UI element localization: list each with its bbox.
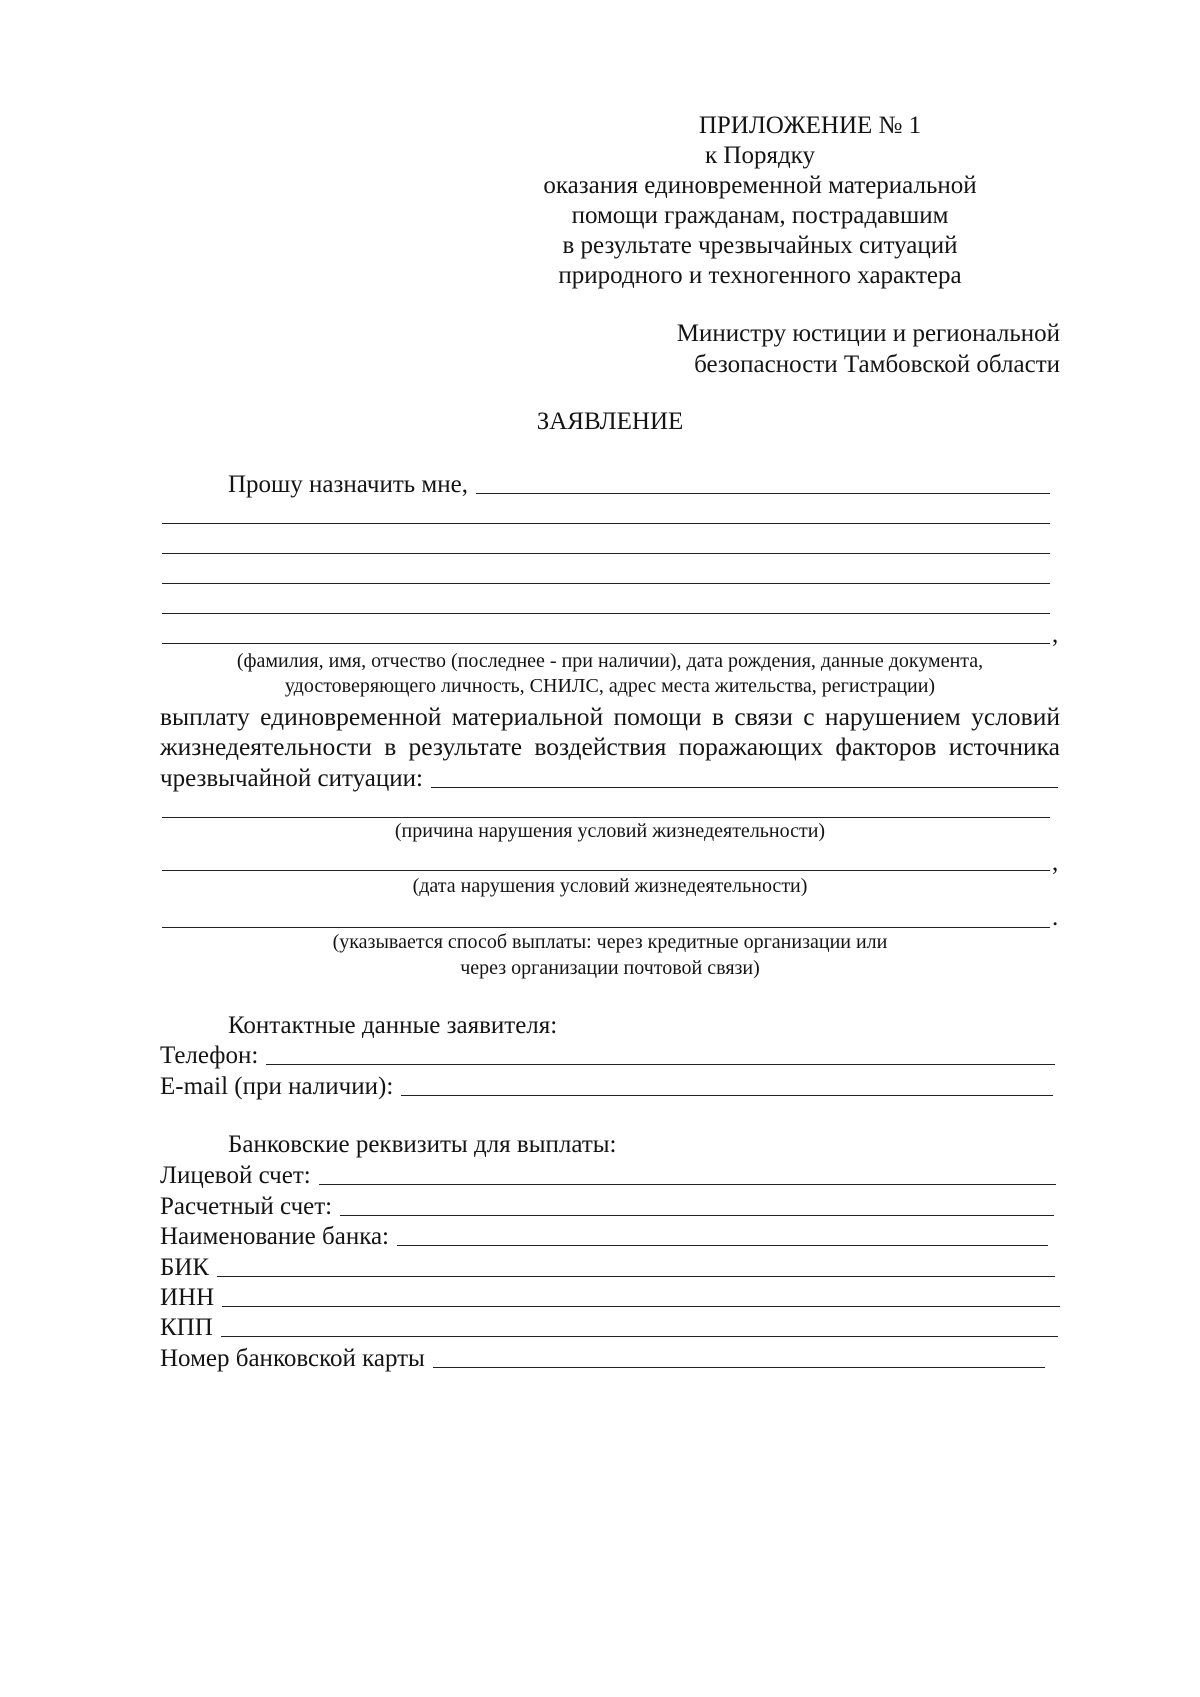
kpp-input-line[interactable] <box>221 1335 1058 1337</box>
payment-caption: (указывается способ выплаты: через кредитные организации или <box>332 931 888 953</box>
document-title: ЗАЯВЛЕНИЕ <box>536 408 684 435</box>
emergency-field-row <box>160 760 1058 794</box>
card-number-input-line[interactable] <box>433 1366 1045 1368</box>
applicant-field-row <box>228 466 1050 500</box>
kpp-label: КПП <box>160 1314 213 1341</box>
applicant-input-line[interactable] <box>476 492 1050 494</box>
bik-row <box>160 1249 1055 1283</box>
card-number-row <box>160 1340 1045 1374</box>
payment-method-input-line[interactable] <box>162 927 1050 928</box>
applicant-input-line[interactable] <box>162 523 1050 524</box>
bank-name-label: Наименование банка: <box>160 1223 390 1250</box>
inn-label: ИНН <box>160 1284 215 1311</box>
annex-line: в результате чрезвычайных ситуаций <box>562 232 958 259</box>
addressee-line: безопасности Тамбовской области <box>694 351 1060 378</box>
kpp-row <box>160 1309 1058 1343</box>
contacts-heading: Контактные данные заявителя: <box>228 1012 558 1039</box>
annex-line: природного и техногенного характера <box>558 262 962 289</box>
request-intro: Прошу назначить мне, <box>228 471 468 498</box>
emergency-input-line[interactable] <box>431 786 1058 788</box>
request-body-line: выплату единовременной материальной помощи в связи с нарушением условий <box>160 702 1060 731</box>
inn-input-line[interactable] <box>222 1305 1060 1307</box>
period: . <box>1052 904 1059 931</box>
bank-name-input-line[interactable] <box>397 1244 1048 1246</box>
applicant-input-line[interactable] <box>162 553 1050 554</box>
inn-row <box>160 1279 1060 1313</box>
applicant-input-line[interactable] <box>162 613 1050 614</box>
request-body-line: жизнедеятельности в результате воздействия поражающих факторов источника <box>160 732 1060 761</box>
addressee-line: Министру юстиции и региональной <box>676 320 1060 347</box>
personal-account-label: Лицевой счет: <box>160 1162 311 1189</box>
bik-label: БИК <box>160 1254 210 1281</box>
email-label: E-mail (при наличии): <box>160 1073 394 1100</box>
annex-title: ПРИЛОЖЕНИЕ № 1 <box>698 112 922 139</box>
settlement-account-input-line[interactable] <box>340 1214 1054 1216</box>
phone-input-line[interactable] <box>266 1063 1055 1065</box>
applicant-input-line[interactable] <box>162 583 1050 584</box>
applicant-input-line[interactable] <box>162 643 1050 644</box>
cause-caption: (причина нарушения условий жизнедеятельности) <box>394 820 826 842</box>
phone-label: Телефон: <box>160 1042 259 1069</box>
date-input-line[interactable] <box>162 870 1050 871</box>
personal-account-input-line[interactable] <box>319 1183 1056 1185</box>
annex-line: к Порядку <box>705 142 815 169</box>
settlement-account-row <box>160 1188 1054 1222</box>
bank-heading: Банковские реквизиты для выплаты: <box>228 1131 617 1158</box>
bank-name-row <box>160 1218 1048 1252</box>
card-number-label: Номер банковской карты <box>160 1345 425 1372</box>
email-field-row <box>160 1068 1053 1102</box>
applicant-caption: (фамилия, имя, отчество (последнее - при наличии), дата рождения, данные документа, <box>236 650 984 672</box>
comma: , <box>1052 621 1059 648</box>
annex-line: оказания единовременной материальной <box>543 172 977 199</box>
date-caption: (дата нарушения условий жизнедеятельности) <box>412 875 808 897</box>
comma: , <box>1052 849 1059 876</box>
annex-line: помощи гражданам, пострадавшим <box>571 202 949 229</box>
phone-field-row <box>160 1037 1055 1071</box>
request-body-line: чрезвычайной ситуации: <box>160 765 423 792</box>
personal-account-row <box>160 1157 1056 1191</box>
payment-caption: через организации почтовой связи) <box>460 957 760 979</box>
bik-input-line[interactable] <box>217 1275 1055 1277</box>
email-input-line[interactable] <box>401 1094 1053 1096</box>
applicant-caption: удостоверяющего личность, СНИЛС, адрес места жительства, регистрации) <box>284 675 936 697</box>
settlement-account-label: Расчетный счет: <box>160 1193 333 1220</box>
